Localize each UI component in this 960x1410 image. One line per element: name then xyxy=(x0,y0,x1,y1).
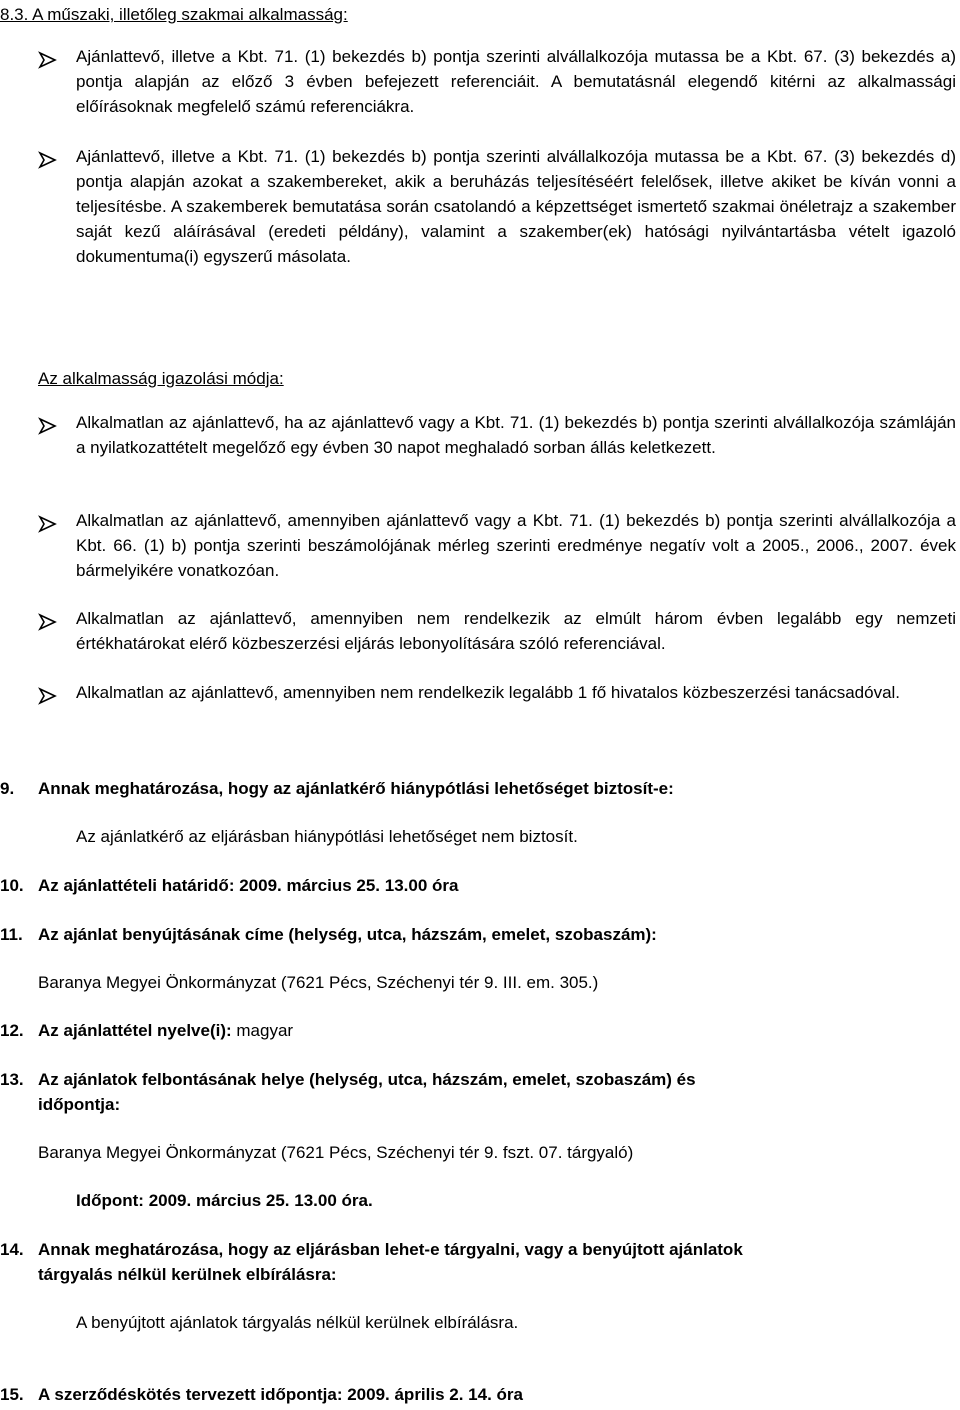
arrow-bullet-icon xyxy=(38,686,58,706)
section-14-title-line-2: tárgyalás nélkül kerülnek elbírálásra: xyxy=(38,1265,337,1284)
section-13-time: Időpont: 2009. március 25. 13.00 óra. xyxy=(76,1191,373,1210)
tech-bullet-2: Ajánlattevő, illetve a Kbt. 71. (1) bekezdés b) pontja szerinti alvállalkozója mutassa be a Kbt. 67. (3) bekezdés d) pontja alapján azokat a szakembereket, akik a beruházás teljesítéséért felelősek, illetve akiket be kíván vonni a teljesítésbe. A szakemberek bemutatása során csatolandó a képzettséget ismertető szakmai önéletrajz a szakember saját kezű aláírásával (eredeti példány), valamint a szakember(ek) hatósági nyilvántartásba vételt igazoló dokumentuma(i) egyszerű másolata. xyxy=(76,147,956,266)
arrow-bullet-icon xyxy=(38,612,58,632)
section-number: 12. xyxy=(0,1021,24,1040)
proof-bullet-2: Alkalmatlan az ajánlattevő, amennyiben ajánlattevő vagy a Kbt. 71. (1) bekezdés b) pontja szerinti alvállalkozója a Kbt. 66. (1) b) pontja szerinti beszámolójának mérleg szerinti eredménye negatív volt a 2005., 2006., 2007. évek bármelyikére vonatkozóan. xyxy=(76,511,956,580)
section-title: Az ajánlattétel nyelve(i): xyxy=(38,1021,232,1040)
section-title: Az ajánlat benyújtásának címe (helység, utca, házszám, emelet, szobaszám): xyxy=(38,925,657,944)
section-title-line-1: Az ajánlatok felbontásának helye (helység, utca, házszám, emelet, szobaszám) és xyxy=(38,1070,696,1089)
arrow-bullet-icon xyxy=(38,514,58,534)
proof-bullet-3: Alkalmatlan az ajánlattevő, amennyiben nem rendelkezik az elmúlt három évben legalább egy nemzeti értékhatárokat elérő közbeszerzési eljárás lebonyolítására szóló referenciával. xyxy=(76,609,956,653)
arrow-bullet-icon xyxy=(38,50,58,70)
section-9-body: Az ajánlatkérő az eljárásban hiánypótlási lehetőséget nem biztosít. xyxy=(76,827,578,846)
section-number: 11. xyxy=(0,925,23,944)
arrow-bullet-icon xyxy=(38,150,58,170)
tech-bullet-1: Ajánlattevő, illetve a Kbt. 71. (1) bekezdés b) pontja szerinti alvállalkozója mutassa be a Kbt. 67. (3) bekezdés a) pontja alapján az előző 3 évben befejezett referenciáit. A bemutatásnál elegendő kitérni az alkalmassági előírásoknak megfelelő számú referenciákra. xyxy=(76,47,956,116)
section-number: 13. xyxy=(0,1070,24,1089)
section-title-line xyxy=(38,1018,293,1043)
section-value: magyar xyxy=(231,1021,294,1040)
section-title-line-1: Annak meghatározása, hogy az eljárásban lehet-e tárgyalni, vagy a benyújtott ajánlatok xyxy=(38,1240,743,1259)
section-13-title-line-2: időpontja: xyxy=(38,1095,121,1114)
section-8-3-heading: 8.3. A műszaki, illetőleg szakmai alkalmasság: xyxy=(0,5,348,24)
arrow-bullet-icon xyxy=(38,416,58,436)
section-title: Az ajánlattételi határidő: 2009. március 25. 13.00 óra xyxy=(38,876,459,895)
proof-heading: Az alkalmasság igazolási módja: xyxy=(38,369,284,388)
proof-bullet-4: Alkalmatlan az ajánlattevő, amennyiben nem rendelkezik legalább 1 fő hivatalos közbeszerzési tanácsadóval. xyxy=(76,683,901,702)
section-14-body: A benyújtott ajánlatok tárgyalás nélkül kerülnek elbírálásra. xyxy=(76,1313,519,1332)
section-number: 10. xyxy=(0,876,24,895)
section-number: 14. xyxy=(0,1240,24,1259)
section-number: 15. xyxy=(0,1385,24,1404)
section-title: A szerződéskötés tervezett időpontja: 2009. április 2. 14. óra xyxy=(38,1385,523,1404)
section-title: Annak meghatározása, hogy az ajánlatkérő hiánypótlási lehetőséget biztosít-e: xyxy=(38,779,674,798)
section-11-body: Baranya Megyei Önkormányzat (7621 Pécs, Széchenyi tér 9. III. em. 305.) xyxy=(38,973,599,992)
proof-bullet-1: Alkalmatlan az ajánlattevő, ha az ajánlattevő vagy a Kbt. 71. (1) bekezdés b) pontja szerinti alvállalkozója számláján a nyilatkozattételt megelőző egy évben 30 napot meghaladó sorban állás keletkezett. xyxy=(76,413,956,457)
section-13-body: Baranya Megyei Önkormányzat (7621 Pécs, Széchenyi tér 9. fszt. 07. tárgyaló) xyxy=(38,1143,634,1162)
section-number: 9. xyxy=(0,779,15,798)
